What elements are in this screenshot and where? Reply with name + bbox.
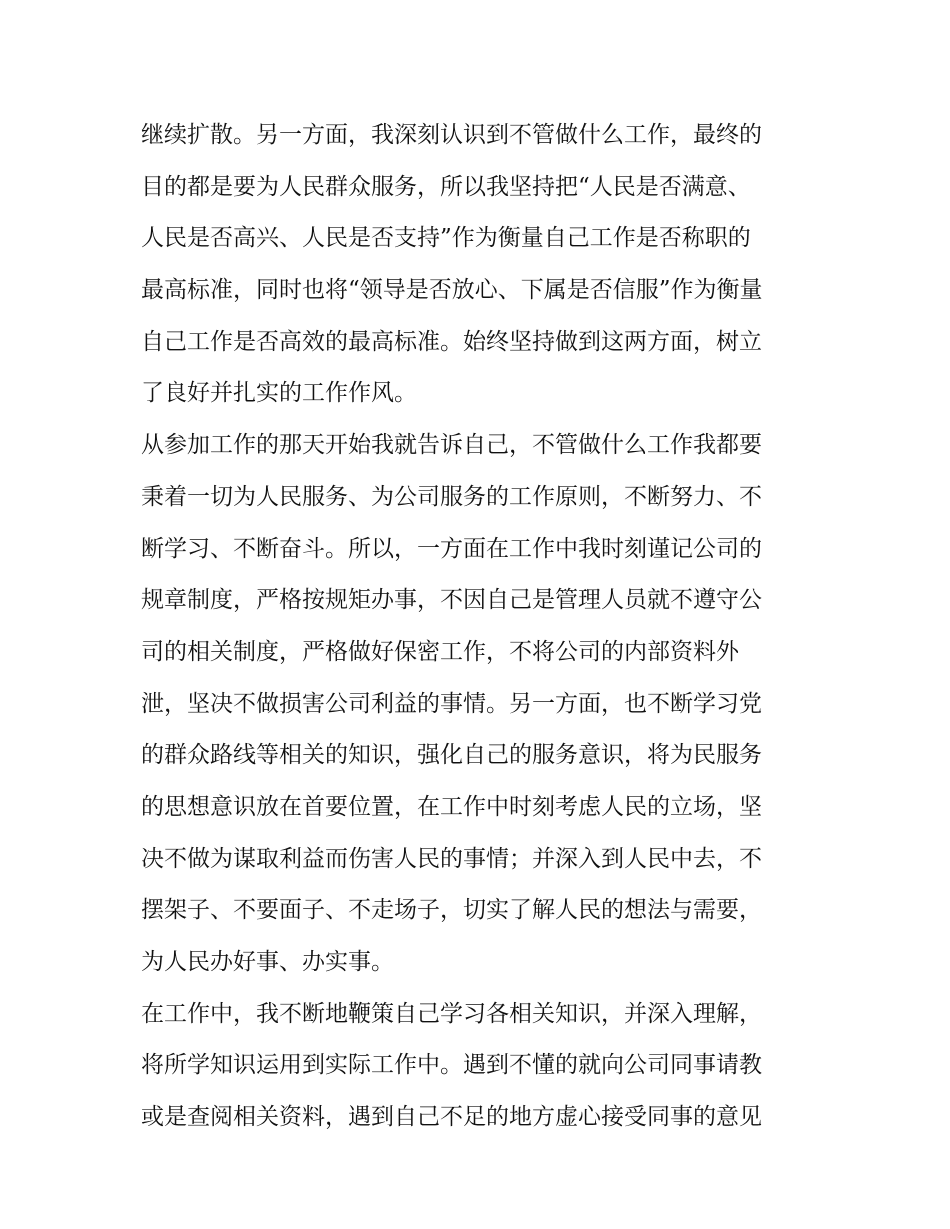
text-line: 的群众路线等相关的知识，强化自己的服务意识，将为民服务 xyxy=(141,742,762,769)
text-line: 断学习、不断奋斗。所以，一方面在工作中我时刻谨记公司的 xyxy=(141,535,762,562)
text-line: 继续扩散。另一方面，我深刻认识到不管做什么工作，最终的 xyxy=(141,122,762,148)
text-line: 决不做为谋取利益而伤害人民的事情；并深入到人民中去，不 xyxy=(141,845,762,872)
text-line: 或是查阅相关资料，遇到自己不足的地方虚心接受同事的意见 xyxy=(141,1104,762,1131)
body-text xyxy=(141,110,821,1144)
text-line: 的思想意识放在首要位置，在工作中时刻考虑人民的立场，坚 xyxy=(141,793,762,820)
text-line: 秉着一切为人民服务、为公司服务的工作原则，不断努力、不 xyxy=(141,483,762,510)
text-line: 了良好并扎实的工作作风。 xyxy=(141,380,417,407)
text-line: 为人民办好事、办实事。 xyxy=(141,949,394,975)
text-line: 摆架子、不要面子、不走场子，切实了解人民的想法与需要， xyxy=(141,897,762,924)
text-line: 司的相关制度，严格做好保密工作，不将公司的内部资料外 xyxy=(141,638,739,665)
text-line: 规章制度，严格按规矩办事，不因自己是管理人员就不遵守公 xyxy=(141,587,762,614)
text-line: 泄，坚决不做损害公司利益的事情。另一方面，也不断学习党 xyxy=(141,690,762,717)
text-line: 目的都是要为人民群众服务，所以我坚持把“人民是否满意、 xyxy=(141,173,751,200)
text-line: 将所学知识运用到实际工作中。遇到不懂的就向公司同事请教 xyxy=(141,1052,762,1079)
text-line: 自己工作是否高效的最高标准。始终坚持做到这两方面，树立 xyxy=(141,328,762,355)
text-line: 人民是否高兴、人民是否支持”作为衡量自己工作是否称职的 xyxy=(141,225,751,252)
text-line: 从参加工作的那天开始我就告诉自己，不管做什么工作我都要 xyxy=(141,432,762,459)
text-line: 最高标准，同时也将“领导是否放心、下属是否信服”作为衡量 xyxy=(141,277,763,304)
text-line: 在工作中，我不断地鞭策自己学习各相关知识，并深入理解， xyxy=(141,1000,762,1027)
